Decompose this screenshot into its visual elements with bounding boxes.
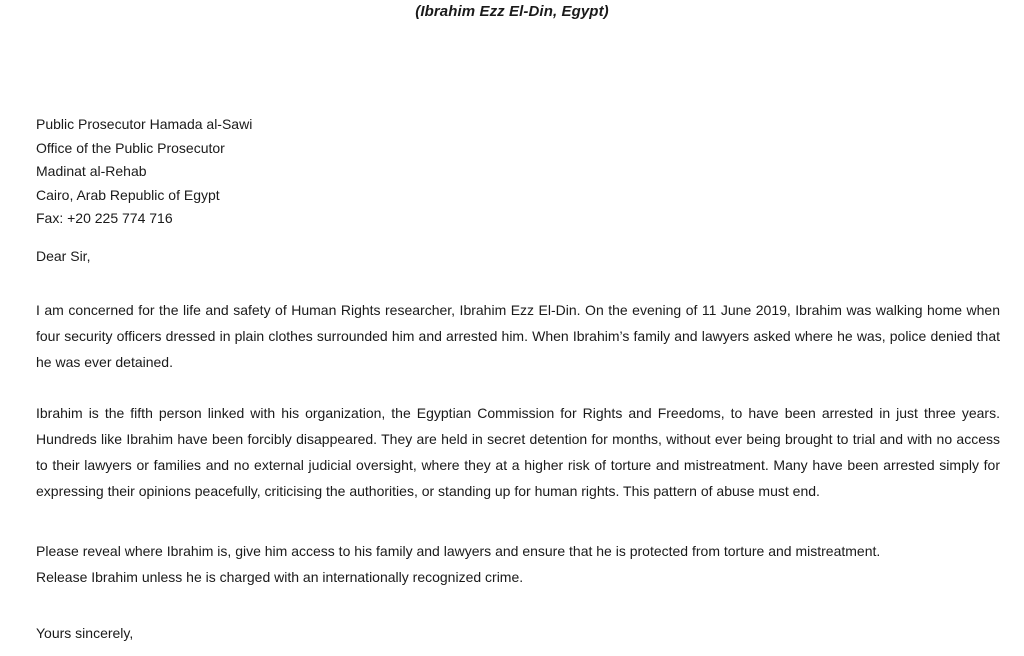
- address-line-name: Public Prosecutor Hamada al-Sawi: [36, 116, 253, 132]
- request-release: Release Ibrahim unless he is charged with an internationally recognized crime.: [36, 569, 524, 585]
- closing: Yours sincerely,: [36, 625, 134, 641]
- address-line-city: Cairo, Arab Republic of Egypt: [36, 186, 220, 203]
- letter-heading: (Ibrahim Ezz El-Din, Egypt): [415, 3, 609, 20]
- salutation: Dear Sir,: [36, 248, 91, 264]
- paragraph-context: Ibrahim is the fifth person linked with his organization, the Egyptian Commission for Rights and Freedoms, to have been arrested in just three years. Hundreds like Ibrahim have been forcibly disappeared. They are held in secret detention for months, without ever being brought to trial and with no access to their lawyers or families and no external judicial oversight, where they at a higher risk of torture and mistreatment. Many have been arrested simply for expressing their opinions peacefully, criticising the authorities, or standing up for human rights. This pattern of abuse must end.: [36, 405, 1000, 499]
- requests-block: [36, 538, 1000, 590]
- paragraph-concern: I am concerned for the life and safety of Human Rights researcher, Ibrahim Ezz El-Din. On the evening of 11 June 2019, Ibrahim was walking home when four security officers dressed in plain clothes surrounded him and arrested him. When Ibrahim’s family and lawyers asked where he was, police denied that he was ever detained.: [36, 302, 1000, 370]
- address-line-fax: Fax: +20 225 774 716: [36, 210, 173, 226]
- recipient-address: [36, 113, 1000, 231]
- address-line-street: Madinat al-Rehab: [36, 163, 147, 179]
- request-reveal-location: Please reveal where Ibrahim is, give him access to his family and lawyers and ensure that he is protected from torture and mistreatment.: [36, 543, 881, 559]
- address-line-office: Office of the Public Prosecutor: [36, 139, 225, 156]
